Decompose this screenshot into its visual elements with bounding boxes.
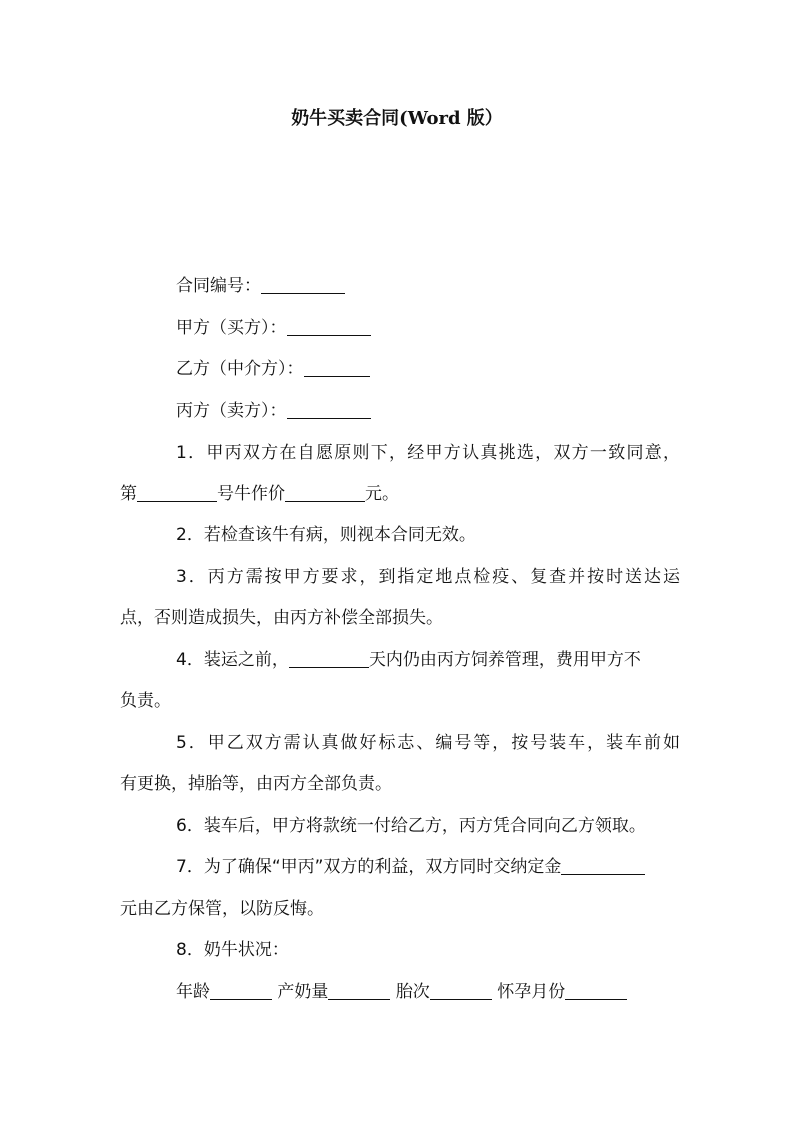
age-blank[interactable] [210,981,272,1000]
party-a-label: 甲方（买方）： [176,318,287,338]
clause-3-line-2: 点，否则造成损失，由丙方补偿全部损失。 [120,608,443,628]
cow-status-line [176,980,680,1004]
clause-5-line-1: 5．甲乙双方需认真做好标志、编号等，按号装车，装车前如 [176,733,680,753]
days-blank[interactable] [289,649,369,668]
status-age-label: 年龄 [176,982,210,1002]
clause-8: 8．奶牛状况： [176,940,289,960]
party-c-blank[interactable] [287,400,371,419]
party-a-line [176,316,680,340]
contract-number-line [176,274,680,298]
clause-3-line-1: 3．丙方需按甲方要求，到指定地点检疫、复查并按时送达运 [176,567,680,587]
clause-4-line-1 [176,648,680,672]
party-b-blank[interactable] [304,358,370,377]
deposit-blank[interactable] [561,856,645,875]
clause-1-middle: 号牛作价 [217,484,285,504]
clause-7-text: 7．为了确保“甲丙”双方的利益，双方同时交纳定金 [176,857,562,877]
clause-6: 6．装车后，甲方将款统一付给乙方，丙方凭合同向乙方领取。 [176,816,646,836]
price-blank[interactable] [285,483,365,502]
status-pregnancy-label: 怀孕月份 [497,982,566,1002]
party-b-label: 乙方（中介方）： [176,359,304,379]
contract-number-label: 合同编号： [176,276,261,296]
clause-4-line-2: 负责。 [120,691,171,711]
party-c-line [176,399,680,423]
clause-1-suffix: 元。 [365,484,399,504]
party-a-blank[interactable] [287,317,371,336]
status-milk-label: 产奶量 [277,982,329,1002]
pregnancy-month-blank[interactable] [565,981,627,1000]
clause-1-prefix: 第 [120,484,137,504]
milk-yield-blank[interactable] [328,981,390,1000]
clause-4-prefix: 4．装运之前， [176,650,289,670]
party-b-line [176,357,680,381]
parity-blank[interactable] [430,981,492,1000]
status-parity-label: 胎次 [395,982,430,1002]
document-title: 奶牛买卖合同(Word 版） [291,108,503,129]
clause-2: 2．若检查该牛有病，则视本合同无效。 [176,525,476,545]
clause-7-line-1 [176,855,680,879]
clause-5-line-2: 有更换，掉胎等，由丙方全部负责。 [120,774,392,794]
clause-1-line-1: 1．甲丙双方在自愿原则下，经甲方认真挑选，双方一致同意， [176,443,680,463]
clause-7-line-2: 元由乙方保管，以防反悔。 [120,899,324,919]
clause-4-suffix: 天内仍由丙方饲养管理，费用甲方不 [368,650,641,670]
contract-number-blank[interactable] [261,275,345,294]
clause-1-line-2 [120,482,680,506]
party-c-label: 丙方（卖方）： [176,401,287,421]
cow-number-blank[interactable] [137,483,217,502]
